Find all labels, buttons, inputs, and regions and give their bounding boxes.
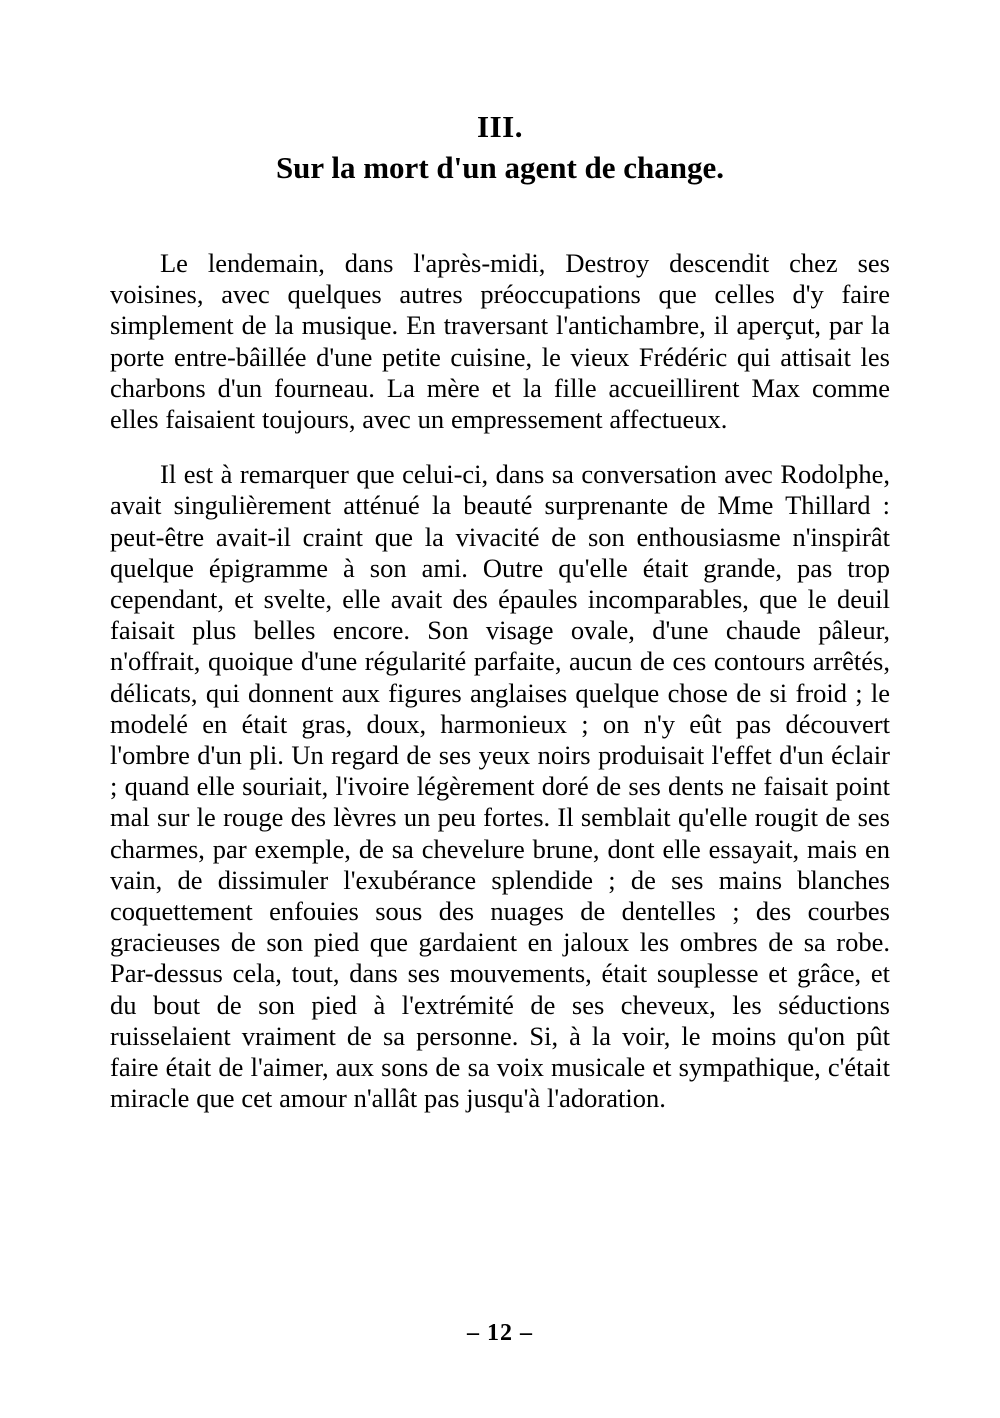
chapter-number: III.: [477, 109, 523, 144]
paragraph: Il est à remarquer que celui-ci, dans sa conversation avec Rodolphe, avait singulièrement atténué la beauté surprenante de Mme Thillard : peut-être avait-il craint que la vivacité de son enthousiasme n'inspirât quelque épigramme à son ami. Outre qu'elle était grande, pas trop cependant, et svelte, elle avait des épaules incomparables, que le deuil faisait plus belles encore. Son visage ovale, d'une chaude pâleur, n'offrait, quoique d'une régularité parfaite, aucun de ces contours arrêtés, délicats, qui donnent aux figures anglaises quelque chose de si froid ; le modelé en était gras, doux, harmonieux ; on n'y eût pas découvert l'ombre d'un pli. Un regard de ses yeux noirs produisait l'effet d'un éclair ; quand elle souriait, l'ivoire légèrement doré de ses dents ne faisait point mal sur le rouge des lèvres un peu fortes. Il semblait qu'elle rougit de ses charmes, par exemple, de sa chevelure brune, dont elle essayait, mais en vain, de dissimuler l'exubérance splendide ; de ses mains blanches coquettement enfouies sous des nuages de dentelles ; des courbes gracieuses de son pied que gardaient en jaloux les ombres de sa robe. Par-dessus cela, tout, dans ses mouvements, était souplesse et grâce, et du bout de son pied à l'extrémité de ses cheveux, les séductions ruisselaient vraiment de sa personne. Si, à la voir, le moins qu'on pût faire était de l'aimer, aux sons de sa voix musicale et sympathique, c'était miracle que cet amour n'allât pas jusqu'à l'adoration.: [110, 459, 890, 1114]
page-content: [110, 0, 890, 1114]
page-number-footer: – 12 –: [467, 1320, 533, 1346]
chapter-header: [110, 0, 890, 188]
chapter-title: Sur la mort d'un agent de change.: [275, 150, 725, 185]
paragraph: Le lendemain, dans l'après-midi, Destroy descendit chez ses voisines, avec quelques autres préoccupations que celles d'y faire simplement de la musique. En traversant l'antichambre, il aperçut, par la porte entre-bâillée d'une petite cuisine, le vieux Frédéric qui attisait les charbons d'un fourneau. La mère et la fille accueillirent Max comme elles faisaient toujours, avec un empressement affectueux.: [110, 248, 890, 435]
body-text: [110, 248, 890, 1114]
